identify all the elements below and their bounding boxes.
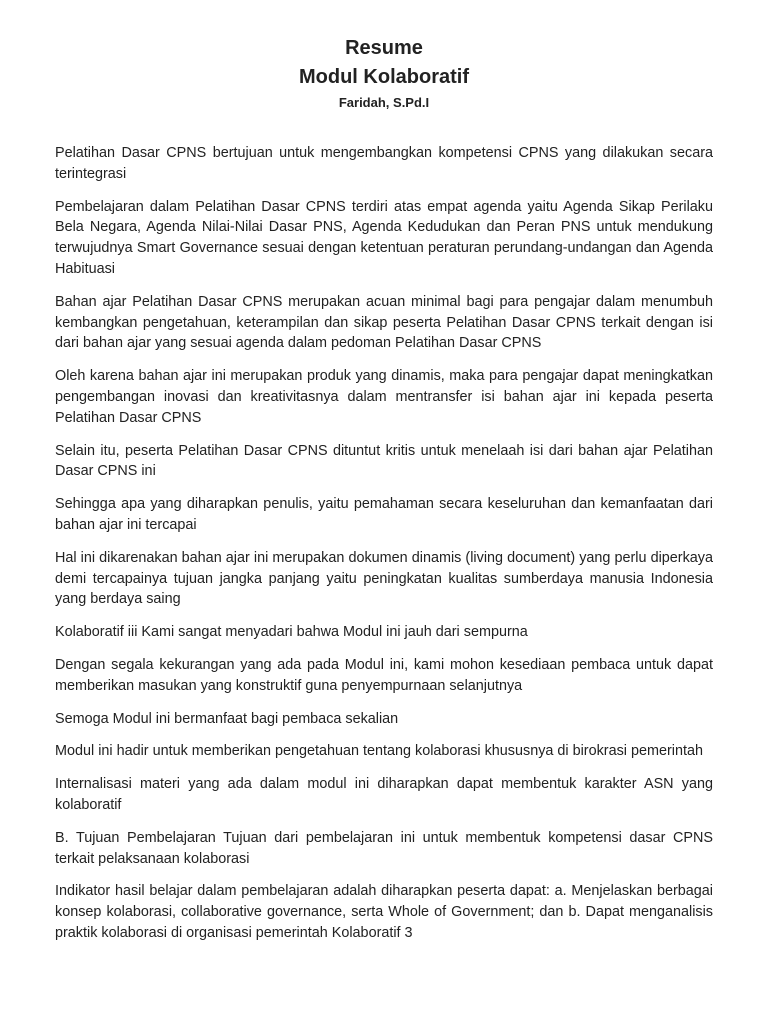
document-title-line1: Resume (345, 37, 423, 59)
paragraph: Semoga Modul ini bermanfaat bagi pembaca sekalian (55, 710, 399, 727)
paragraph: Internalisasi materi yang ada dalam modul ini diharapkan dapat membentuk karakter ASN yang kolaboratif (55, 776, 713, 813)
paragraph: Hal ini dikarenakan bahan ajar ini merupakan dokumen dinamis (living document) yang perlu diperkaya demi tercapainya tujuan jangka panjang yaitu peningkatan kualitas sumberdaya manusia Indonesia yang berdaya saing (55, 549, 713, 608)
document-body (55, 143, 713, 944)
paragraph: Modul ini hadir untuk memberikan pengetahuan tentang kolaborasi khususnya di birokrasi pemerintah (55, 743, 703, 760)
paragraph: Pembelajaran dalam Pelatihan Dasar CPNS terdiri atas empat agenda yaitu Agenda Sikap Perilaku Bela Negara, Agenda Nilai-Nilai Dasar PNS, Agenda Kedudukan dan Peran PNS untuk mendukung terwujudnya Smart Governance sesuai dengan ketentuan peraturan perundang-undangan dan Agenda Habituasi (55, 198, 713, 277)
paragraph: Indikator hasil belajar dalam pembelajaran adalah diharapkan peserta dapat: a. Menjelaskan berbagai konsep kolaborasi, collaborative governance, serta Whole of Government; dan b. Dapat menganalisis praktik kolaborasi di organisasi pemerintah Kolaboratif 3 (55, 883, 713, 941)
paragraph: Pelatihan Dasar CPNS bertujuan untuk mengembangkan kompetensi CPNS yang dilakukan secara terintegrasi (55, 145, 713, 182)
paragraph: Selain itu, peserta Pelatihan Dasar CPNS dituntut kritis untuk menelaah isi dari bahan ajar Pelatihan Dasar CPNS ini (55, 442, 713, 480)
paragraph: Dengan segala kekurangan yang ada pada Modul ini, kami mohon kesediaan pembaca untuk dapat memberikan masukan yang konstruktif guna penyempurnaan selanjutnya (55, 656, 713, 694)
paragraph: Sehingga apa yang diharapkan penulis, yaitu pemahaman secara keseluruhan dan kemanfaatan dari bahan ajar ini tercapai (55, 496, 713, 533)
paragraph: Oleh karena bahan ajar ini merupakan produk yang dinamis, maka para pengajar dapat meningkatkan pengembangan inovasi dan kreativitasnya dalam mentransfer isi bahan ajar ini kepada peserta Pelatihan Dasar CPNS (55, 368, 713, 426)
paragraph: Bahan ajar Pelatihan Dasar CPNS merupakan acuan minimal bagi para pengajar dalam menumbuh kembangkan pengetahuan, keterampilan dan sikap peserta Pelatihan Dasar CPNS terkait dengan isi dari bahan ajar yang sesuai agenda dalam pedoman Pelatihan Dasar CPNS (55, 293, 713, 352)
paragraph: Kolaboratif iii Kami sangat menyadari bahwa Modul ini jauh dari sempurna (55, 624, 528, 641)
paragraph: B. Tujuan Pembelajaran Tujuan dari pembelajaran ini untuk membentuk kompetensi dasar CPNS terkait pelaksanaan kolaborasi (55, 829, 713, 867)
document-author: Faridah, S.Pd.I (338, 95, 430, 110)
document-title-line2: Modul Kolaboratif (299, 66, 469, 88)
